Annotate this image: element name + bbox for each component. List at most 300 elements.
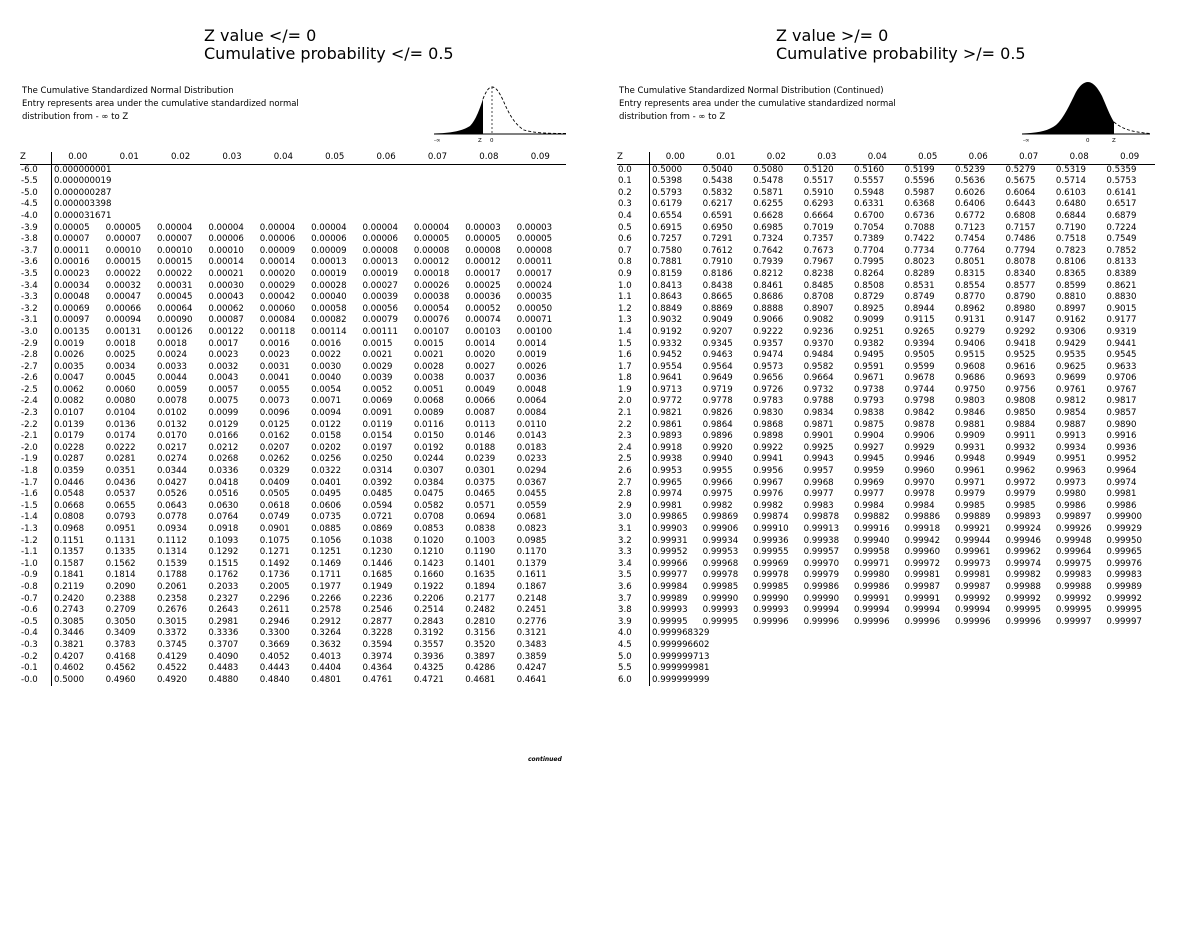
probability-cell: 0.9941	[753, 454, 784, 465]
probability-cell: 0.7123	[954, 222, 986, 233]
probability-cell: 0.0036	[516, 373, 547, 384]
probability-cell: 0.5359	[1106, 164, 1137, 175]
table-row	[617, 223, 1155, 235]
table-row	[20, 570, 566, 582]
probability-cell: 0.99997	[1055, 616, 1092, 627]
probability-cell: 0.0028	[413, 361, 444, 372]
probability-cell: 0.6293	[803, 199, 834, 210]
probability-cell: 0.9625	[1055, 361, 1086, 372]
probability-cell: 0.9984	[854, 500, 885, 511]
probability-cell: 0.0146	[465, 431, 496, 442]
probability-cell: 0.9495	[854, 350, 885, 361]
probability-cell: 0.0375	[465, 477, 496, 488]
probability-cell: 0.99991	[904, 593, 941, 604]
probability-cell: 0.9948	[954, 454, 986, 465]
probability-cell: 0.1020	[413, 535, 444, 546]
probability-cell: 0.0064	[516, 396, 547, 407]
probability-cell: 0.6591	[702, 210, 733, 221]
probability-cell: 0.00069	[54, 303, 90, 314]
probability-cell: 0.1210	[413, 547, 444, 558]
probability-cell: 0.0307	[413, 466, 444, 477]
probability-cell: 0.7764	[954, 245, 986, 256]
column-header: 0.04	[258, 152, 309, 164]
probability-cell: 0.99995	[1106, 605, 1142, 616]
probability-cell: 0.9893	[652, 431, 683, 442]
z-value-cell: -2.1	[20, 431, 52, 443]
probability-cell: 0.00010	[208, 245, 244, 256]
probability-cell: 0.99992	[1106, 593, 1142, 604]
probability-cell: 0.99995	[652, 616, 688, 627]
probability-cell: 0.2119	[54, 581, 85, 592]
probability-cell: 0.8365	[1055, 268, 1086, 279]
left-heading-line1: Z value </= 0	[204, 26, 317, 45]
probability-cell: 0.9032	[652, 315, 683, 326]
probability-cell: 0.9099	[854, 315, 885, 326]
probability-cell: 0.9896	[702, 431, 733, 442]
probability-cell: 0.0475	[413, 489, 444, 500]
probability-cell: 0.5040	[702, 164, 733, 175]
probability-cell: 0.9890	[1106, 419, 1137, 430]
z-value-cell: 0.2	[617, 188, 650, 200]
probability-cell: 0.9925	[803, 442, 834, 453]
z-value-cell: -2.9	[20, 339, 52, 351]
column-header-z: Z	[617, 152, 650, 164]
probability-cell: 0.0934	[156, 524, 188, 534]
probability-cell: 0.9573	[753, 361, 784, 372]
probability-cell: 0.00018	[413, 268, 450, 279]
probability-cell: 0.5910	[803, 187, 834, 198]
probability-cell: 0.99992	[954, 593, 991, 604]
column-header: 0.09	[515, 152, 566, 164]
probability-cell: 0.9982	[702, 500, 733, 511]
probability-cell: 0.4641	[516, 674, 547, 685]
probability-cell: 0.9649	[702, 373, 733, 384]
probability-cell: 0.5239	[954, 164, 986, 175]
z-value-cell: -3.5	[20, 269, 52, 281]
probability-cell: 0.99961	[954, 547, 991, 558]
column-header: 0.05	[309, 152, 360, 164]
probability-cell: 0.8264	[854, 268, 885, 279]
probability-cell: 0.00013	[362, 257, 398, 268]
probability-cell: 0.0446	[54, 477, 85, 488]
left-table-header-row	[20, 152, 566, 164]
probability-cell: 0.99955	[753, 547, 789, 558]
probability-cell: 0.9726	[753, 384, 784, 395]
probability-cell: 0.99978	[753, 570, 789, 581]
probability-cell: 0.99913	[803, 524, 840, 534]
probability-cell: 0.9904	[854, 431, 885, 442]
z-value-cell: -0.8	[20, 582, 52, 594]
probability-cell: 0.0202	[311, 442, 342, 453]
probability-cell: 0.8980	[1005, 303, 1036, 314]
probability-cell: 0.00007	[105, 234, 142, 245]
z-value-cell: -1.0	[20, 559, 52, 571]
probability-cell: 0.7852	[1106, 245, 1137, 256]
probability-cell: 0.6026	[954, 187, 986, 198]
probability-cell: 0.00012	[413, 257, 450, 268]
probability-cell: 0.00022	[156, 268, 193, 279]
probability-cell: 0.6950	[702, 222, 733, 233]
probability-cell: 0.0418	[208, 477, 239, 488]
probability-cell: 0.9981	[652, 500, 683, 511]
probability-cell: 0.9961	[954, 466, 986, 477]
probability-cell: 0.1151	[54, 535, 85, 546]
probability-cell: 0.0073	[259, 396, 290, 407]
probability-cell: 0.00025	[465, 280, 501, 291]
probability-cell: 0.6772	[954, 210, 986, 221]
probability-cell: 0.0023	[208, 350, 239, 361]
table-row	[617, 443, 1155, 455]
table-row	[617, 652, 1155, 664]
probability-cell: 0.1379	[516, 558, 547, 569]
z-value-cell: -1.9	[20, 454, 52, 466]
probability-cell: 0.00026	[413, 280, 450, 291]
probability-cell: 0.0274	[156, 454, 188, 465]
probability-cell: 0.99968	[702, 558, 739, 569]
probability-cell: 0.0052	[362, 384, 393, 395]
probability-cell: 0.0212	[208, 442, 239, 453]
probability-cell: 0.0170	[156, 431, 188, 442]
table-row	[20, 304, 566, 316]
z-value-cell: -2.5	[20, 385, 52, 397]
probability-cell: 0.9382	[854, 338, 885, 349]
probability-cell: 0.0526	[156, 489, 188, 500]
probability-cell: 0.00029	[259, 280, 296, 291]
probability-cell: 0.0016	[259, 338, 290, 349]
probability-cell: 0.9909	[954, 431, 986, 442]
z-value-cell: 3.7	[617, 594, 650, 606]
probability-cell: 0.6141	[1106, 187, 1137, 198]
probability-cell: 0.4960	[105, 674, 136, 685]
table-row	[617, 362, 1155, 374]
z-value-cell: 0.9	[617, 269, 650, 281]
table-row	[20, 234, 566, 246]
probability-cell: 0.9964	[1106, 466, 1137, 477]
probability-cell: 0.00103	[465, 326, 501, 337]
probability-cell: 0.00006	[362, 234, 398, 245]
probability-cell: 0.0869	[362, 524, 393, 534]
probability-cell: 0.3372	[156, 628, 188, 639]
probability-cell: 0.7673	[803, 245, 834, 256]
probability-cell: 0.99977	[652, 570, 688, 581]
z-value-cell: -4.5	[20, 199, 52, 211]
probability-cell: 0.9962	[1005, 466, 1036, 477]
probability-cell: 0.8078	[1005, 257, 1036, 268]
probability-cell: 0.0192	[413, 442, 444, 453]
probability-cell: 0.7422	[904, 234, 935, 245]
table-row	[20, 663, 566, 675]
probability-cell: 0.00004	[156, 222, 193, 233]
probability-cell: 0.99948	[1055, 535, 1092, 546]
probability-cell: 0.3557	[413, 639, 444, 650]
probability-cell: 0.3264	[311, 628, 342, 639]
probability-cell: 0.3483	[516, 639, 547, 650]
z-value-cell: 0.1	[617, 176, 650, 188]
z-value-cell: 0.4	[617, 211, 650, 223]
probability-cell: 0.8888	[753, 303, 784, 314]
probability-cell: 0.9981	[1106, 489, 1137, 500]
right-heading	[776, 27, 1026, 63]
probability-cell: 0.99993	[753, 605, 789, 616]
z-value-cell: -2.8	[20, 350, 52, 362]
probability-cell: 0.00028	[311, 280, 347, 291]
table-row	[617, 315, 1155, 327]
table-row	[20, 605, 566, 617]
z-value-cell: 4.0	[617, 628, 650, 640]
probability-cell: 0.0041	[259, 373, 290, 384]
probability-cell: 0.0668	[54, 500, 85, 511]
probability-cell: 0.99973	[954, 558, 991, 569]
probability-cell: 0.00084	[259, 315, 296, 326]
probability-cell: 0.0281	[105, 454, 136, 465]
probability-cell: 0.9834	[803, 408, 834, 419]
probability-cell: 0.9986	[1106, 500, 1137, 511]
probability-cell: 0.1292	[208, 547, 239, 558]
probability-cell: 0.7612	[702, 245, 733, 256]
z-value-cell: 1.1	[617, 292, 650, 304]
probability-cell: 0.1635	[465, 570, 496, 581]
probability-cell: 0.4090	[208, 651, 239, 662]
probability-cell: 0.4364	[362, 663, 393, 674]
probability-cell: 0.00052	[465, 303, 501, 314]
probability-cell: 0.0068	[413, 396, 444, 407]
probability-cell: 0.0918	[208, 524, 239, 534]
probability-cell: 0.0823	[516, 524, 547, 534]
probability-cell: 0.5080	[753, 164, 784, 175]
probability-cell: 0.3632	[311, 639, 342, 650]
probability-cell: 0.0188	[465, 442, 496, 453]
z-value-cell: 3.0	[617, 512, 650, 524]
probability-cell: 0.99916	[854, 524, 890, 534]
probability-cell: 0.00035	[516, 292, 553, 303]
probability-cell: 0.99983	[1055, 570, 1092, 581]
probability-cell: 0.0139	[54, 419, 85, 430]
column-header: 0.00	[52, 152, 104, 164]
probability-cell: 0.0087	[465, 408, 496, 419]
probability-cell: 0.9664	[803, 373, 834, 384]
probability-cell: 0.9131	[954, 315, 986, 326]
probability-cell: 0.9972	[1005, 477, 1036, 488]
probability-cell: 0.9830	[753, 408, 784, 419]
probability-cell: 0.4721	[413, 674, 444, 685]
probability-cell: 0.3336	[208, 628, 239, 639]
column-header: 0.04	[852, 152, 902, 164]
probability-cell: 0.00019	[311, 268, 347, 279]
table-row	[617, 454, 1155, 466]
probability-cell: 0.1112	[156, 535, 188, 546]
probability-cell: 0.99985	[702, 581, 739, 592]
probability-cell: 0.99869	[702, 512, 739, 523]
probability-cell: 0.0606	[311, 500, 342, 511]
probability-cell: 0.2033	[208, 581, 239, 592]
probability-cell: 0.00011	[516, 257, 553, 268]
z-value-cell: 1.8	[617, 373, 650, 385]
table-row	[20, 443, 566, 455]
probability-cell: 0.1949	[362, 581, 393, 592]
probability-cell: 0.99882	[854, 512, 890, 523]
probability-cell: 0.0336	[208, 466, 239, 477]
left-heading	[204, 27, 454, 63]
probability-cell: 0.3669	[259, 639, 290, 650]
probability-cell: 0.9838	[854, 408, 885, 419]
probability-cell: 0.99987	[904, 581, 941, 592]
probability-cell: 0.99974	[1005, 558, 1041, 569]
probability-cell: 0.0485	[362, 489, 393, 500]
probability-cell: 0.9406	[954, 338, 986, 349]
probability-cell: 0.8051	[954, 257, 986, 268]
probability-cell: 0.5398	[652, 176, 683, 187]
z-value-cell: 2.0	[617, 396, 650, 408]
table-row	[617, 188, 1155, 200]
probability-cell: 0.99991	[854, 593, 890, 604]
table-row	[617, 385, 1155, 397]
probability-cell: 0.4880	[208, 674, 239, 685]
probability-cell: 0.9265	[904, 326, 935, 337]
probability-cell: 0.0392	[362, 477, 393, 488]
probability-cell: 0.0062	[54, 384, 85, 395]
probability-cell: 0.00007	[156, 234, 193, 245]
probability-cell: 0.3156	[465, 628, 496, 639]
z-value-cell: -1.3	[20, 524, 52, 536]
probability-cell: 0.9370	[803, 338, 834, 349]
right-intro-title: The Cumulative Standardized Normal Distribution (Continued)	[619, 86, 884, 96]
probability-cell: 0.9671	[854, 373, 885, 384]
probability-cell: 0.99996	[954, 616, 991, 627]
probability-cell: 0.0026	[54, 350, 85, 361]
z-value-cell: -5.5	[20, 176, 52, 188]
z-value-cell: 0.8	[617, 257, 650, 269]
probability-cell: 0.9803	[954, 396, 986, 407]
probability-cell: 0.0122	[311, 419, 342, 430]
probability-cell: 0.0024	[156, 350, 188, 361]
left-curve-outline	[483, 87, 566, 134]
probability-cell: 0.1271	[259, 547, 290, 558]
column-header: 0.06	[360, 152, 411, 164]
probability-cell: 0.0217	[156, 442, 188, 453]
probability-cell: 0.0329	[259, 466, 290, 477]
probability-cell: 0.99924	[1005, 524, 1041, 534]
probability-cell: 0.1788	[156, 570, 188, 581]
probability-cell: 0.1562	[105, 558, 136, 569]
z-value-cell: -1.6	[20, 489, 52, 501]
probability-cell: 0.9985	[954, 500, 986, 511]
probability-cell: 0.9251	[854, 326, 885, 337]
probability-cell: 0.00015	[105, 257, 142, 268]
probability-cell: 0.0359	[54, 466, 85, 477]
probability-cell: 0.2843	[413, 616, 444, 627]
probability-cell: 0.8708	[803, 292, 834, 303]
probability-cell: 0.6255	[753, 199, 784, 210]
z-value-cell: 2.9	[617, 501, 650, 513]
probability-cell: 0.9066	[753, 315, 784, 326]
probability-cell: 0.9162	[1055, 315, 1086, 326]
probability-cell: 0.1814	[105, 570, 136, 581]
probability-cell: 0.0694	[465, 512, 496, 523]
probability-cell: 0.9966	[702, 477, 733, 488]
probability-cell: 0.8810	[1055, 292, 1086, 303]
table-row	[20, 512, 566, 524]
probability-cell: 0.5000	[652, 164, 683, 175]
z-value-cell: 2.7	[617, 478, 650, 490]
z-value-cell: -0.6	[20, 605, 52, 617]
probability-cell: 0.4483	[208, 663, 239, 674]
z-value-cell: 0.0	[617, 164, 650, 176]
probability-cell: 0.2946	[259, 616, 290, 627]
probability-cell: 0.5438	[702, 176, 733, 187]
probability-cell: 0.5199	[904, 164, 935, 175]
probability-cell: 0.9115	[904, 315, 935, 326]
probability-cell: 0.0197	[362, 442, 393, 453]
probability-cell: 0.00079	[362, 315, 398, 326]
probability-cell: 0.00007	[54, 234, 90, 245]
table-row	[20, 199, 566, 211]
probability-cell: 0.99936	[753, 535, 789, 546]
probability-cell: 0.9738	[854, 384, 885, 395]
probability-cell: 0.8790	[1005, 292, 1036, 303]
probability-cell: 0.8023	[904, 257, 935, 268]
probability-cell: 0.9656	[753, 373, 784, 384]
probability-cell: 0.9985	[1005, 500, 1036, 511]
probability-cell: 0.0401	[311, 477, 342, 488]
probability-cell: 0.99918	[904, 524, 941, 534]
probability-cell: 0.00040	[311, 292, 347, 303]
z-value-cell: -3.9	[20, 223, 52, 235]
probability-cell: 0.9974	[652, 489, 683, 500]
probability-cell: 0.999999981	[652, 663, 710, 674]
probability-cell: 0.0559	[516, 500, 547, 511]
probability-cell: 0.9222	[753, 326, 784, 337]
probability-cell: 0.4404	[311, 663, 342, 674]
probability-cell: 0.9960	[904, 466, 935, 477]
probability-cell: 0.00014	[208, 257, 244, 268]
table-row	[20, 547, 566, 559]
probability-cell: 0.1469	[311, 558, 342, 569]
probability-cell: 0.3859	[516, 651, 547, 662]
probability-cell: 0.00020	[259, 268, 296, 279]
probability-cell: 0.1170	[516, 547, 547, 558]
table-row	[20, 478, 566, 490]
probability-cell: 0.9515	[954, 350, 986, 361]
table-row	[20, 188, 566, 200]
probability-cell: 0.5319	[1055, 164, 1086, 175]
probability-cell: 0.00122	[208, 326, 244, 337]
probability-cell: 0.9599	[904, 361, 935, 372]
probability-cell: 0.9857	[1106, 408, 1137, 419]
probability-cell: 0.00013	[311, 257, 347, 268]
column-header: 0.07	[412, 152, 463, 164]
probability-cell: 0.4286	[465, 663, 496, 674]
probability-cell: 0.0020	[465, 350, 496, 361]
probability-cell: 0.5517	[803, 176, 834, 187]
probability-cell: 0.9949	[1005, 454, 1036, 465]
z-value-cell: -1.1	[20, 547, 52, 559]
probability-cell: 0.9898	[753, 431, 784, 442]
probability-cell: 0.3974	[362, 651, 393, 662]
probability-cell: 0.4920	[156, 674, 188, 685]
table-row	[617, 594, 1155, 606]
z-value-cell: -0.9	[20, 570, 52, 582]
z-value-cell: -1.4	[20, 512, 52, 524]
probability-cell: 0.99994	[954, 605, 991, 616]
probability-cell: 0.99889	[954, 512, 991, 523]
right-heading-line2: Cumulative probability >/= 0.5	[776, 44, 1026, 63]
probability-cell: 0.4207	[54, 651, 85, 662]
probability-cell: 0.0778	[156, 512, 188, 523]
probability-cell: 0.8389	[1106, 268, 1137, 279]
probability-cell: 0.6628	[753, 210, 784, 221]
table-row	[617, 373, 1155, 385]
probability-cell: 0.99965	[1106, 547, 1142, 558]
